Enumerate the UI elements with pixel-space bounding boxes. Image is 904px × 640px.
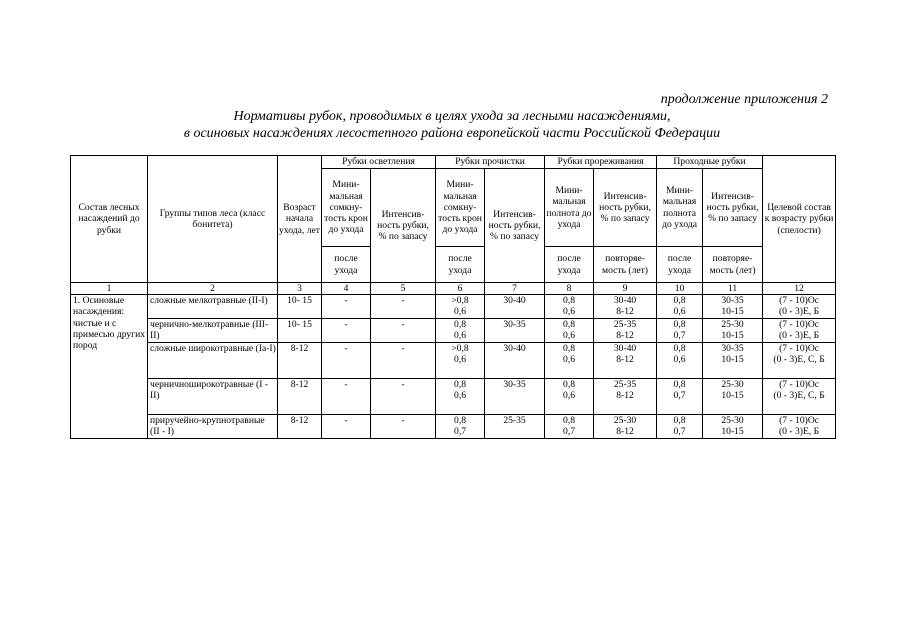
- cell: -: [371, 343, 436, 379]
- value-before: 0,8: [673, 319, 686, 331]
- cell: [436, 415, 485, 439]
- col-num: 6: [436, 283, 485, 295]
- value-intensity: 25-30: [721, 319, 744, 331]
- value-repeat: 10-15: [721, 390, 744, 402]
- value-intensity: 30-40: [613, 295, 637, 307]
- value-after: 0,6: [454, 330, 467, 342]
- value-after: 0,7: [673, 390, 686, 402]
- target-admix: (0 - 3)Е, С, Б: [773, 354, 825, 366]
- cell: [763, 319, 836, 343]
- table-row: [71, 319, 836, 343]
- col-num: 3: [278, 283, 322, 295]
- cell: -: [371, 319, 436, 343]
- cell: [703, 379, 763, 415]
- value-before: >0,8: [451, 343, 469, 355]
- value-repeat: 8-12: [616, 390, 634, 402]
- value-intensity: 25-35: [613, 319, 637, 331]
- col-num: 1: [71, 283, 148, 295]
- value-before: >0,8: [451, 295, 469, 307]
- value-before: 0,8: [454, 379, 467, 391]
- header-intensity-5: Интенсив-ность рубки, % по запасу: [371, 169, 436, 283]
- target-main: (7 - 10)Ос: [779, 319, 820, 331]
- header-after-6: после ухода: [436, 247, 485, 283]
- cell: -: [371, 295, 436, 319]
- cell: [436, 343, 485, 379]
- header-repeat-9: повторяе-мость (лет): [594, 247, 657, 283]
- col-num: 11: [703, 283, 763, 295]
- value-before: 0,8: [563, 319, 576, 331]
- cell: [545, 379, 594, 415]
- cell: [657, 415, 703, 439]
- value-before: 0,8: [673, 379, 686, 391]
- value-repeat: 10-15: [721, 306, 744, 318]
- value-repeat: 8-12: [616, 330, 634, 342]
- value-repeat: 10-15: [721, 330, 744, 342]
- value-after: 0,6: [673, 354, 686, 366]
- cell: 25-35: [485, 415, 545, 439]
- target-main: (7 - 10)Ос: [779, 379, 820, 391]
- cell: [594, 379, 657, 415]
- cell: [703, 415, 763, 439]
- header-row-groups: [71, 156, 836, 169]
- col-num: 9: [594, 283, 657, 295]
- value-after: 0,6: [454, 306, 467, 318]
- value-intensity: 30-35: [721, 343, 744, 355]
- norms-table: [70, 155, 836, 439]
- value-repeat: 8-12: [616, 426, 634, 438]
- cell: [594, 415, 657, 439]
- cell: [594, 295, 657, 319]
- cell: [657, 295, 703, 319]
- col-num: 7: [485, 283, 545, 295]
- col-num: 10: [657, 283, 703, 295]
- value-after: 0,6: [673, 306, 686, 318]
- cell: -: [322, 319, 371, 343]
- forest-group-cell: сложные широкотравные (Ia-I): [148, 343, 278, 379]
- cell: -: [322, 295, 371, 319]
- value-after: 0,7: [454, 426, 467, 438]
- cell: [763, 415, 836, 439]
- continuation-label: продолжение приложения 2: [660, 92, 828, 107]
- header-composition: Состав лесных насаждений до рубки: [71, 156, 148, 283]
- target-admix: (0 - 3)Е, Б: [778, 426, 820, 438]
- value-intensity: 25-30: [721, 415, 744, 427]
- header-age: Возраст начала ухода, лет: [278, 156, 322, 283]
- value-after: 0,6: [563, 354, 576, 366]
- cell: -: [371, 379, 436, 415]
- value-intensity: 25-35: [613, 379, 637, 391]
- value-repeat: 10-15: [721, 354, 744, 366]
- age-cell: 10- 15: [278, 319, 322, 343]
- composition-cell: 1. Осиновые насаждения: чистые и с примесью других пород: [71, 295, 148, 439]
- value-after: 0,6: [563, 306, 576, 318]
- cell: -: [322, 343, 371, 379]
- value-after: 0,6: [563, 330, 576, 342]
- target-main: (7 - 10)Ос: [779, 295, 820, 307]
- cell: -: [371, 415, 436, 439]
- age-cell: 8-12: [278, 343, 322, 379]
- table-row: [71, 415, 836, 439]
- value-repeat: 8-12: [616, 306, 634, 318]
- cell: [545, 295, 594, 319]
- value-before: 0,8: [563, 415, 576, 427]
- cell: 30-40: [485, 295, 545, 319]
- value-repeat: 8-12: [616, 354, 634, 366]
- header-forest-groups: Группы типов леса (класс бонитета): [148, 156, 278, 283]
- cell: [436, 319, 485, 343]
- age-cell: 8-12: [278, 415, 322, 439]
- target-admix: (0 - 3)Е, С, Б: [773, 390, 825, 402]
- header-repeat-11: повторяе-мость (лет): [703, 247, 763, 283]
- value-intensity: 25-30: [613, 415, 637, 427]
- col-num: 4: [322, 283, 371, 295]
- target-admix: (0 - 3)Е, Б: [778, 330, 820, 342]
- age-cell: 8-12: [278, 379, 322, 415]
- cell: [657, 343, 703, 379]
- cell: [594, 343, 657, 379]
- col-num: 8: [545, 283, 594, 295]
- age-cell: 10- 15: [278, 295, 322, 319]
- cell: [436, 379, 485, 415]
- value-after: 0,6: [563, 390, 576, 402]
- cell: [703, 319, 763, 343]
- forest-group-cell: приручейно-крупнотравные (II - I): [148, 415, 278, 439]
- value-before: 0,8: [563, 343, 576, 355]
- header-intensity-7: Интенсив-ность рубки, % по запасу: [485, 169, 545, 283]
- value-intensity: 30-35: [721, 295, 744, 307]
- col-num: 12: [763, 283, 836, 295]
- col-num: 2: [148, 283, 278, 295]
- cell: [594, 319, 657, 343]
- value-repeat: 10-15: [721, 426, 744, 438]
- cell: [763, 295, 836, 319]
- forest-group-cell: сложные мелкотравные (II-I): [148, 295, 278, 319]
- header-after-10: после ухода: [657, 247, 703, 283]
- value-after: 0,6: [454, 354, 467, 366]
- title-line-1: Нормативы рубок, проводимых в целях ухода за лесными насаждениями,: [233, 109, 671, 124]
- value-before: 0,8: [563, 379, 576, 391]
- table-row: [71, 343, 836, 379]
- value-after: 0,7: [673, 330, 686, 342]
- cell: [657, 379, 703, 415]
- header-group-prohodnye: Проходные рубки: [657, 156, 763, 169]
- header-after-4: после ухода: [322, 247, 371, 283]
- table-row: [71, 379, 836, 415]
- header-min-crown-4: Мини-мальная сомкну-тость крон до ухода: [322, 169, 371, 247]
- value-after: 0,7: [563, 426, 576, 438]
- value-intensity: 30-40: [613, 343, 637, 355]
- value-before: 0,8: [454, 319, 467, 331]
- header-target: Целевой состав к возрасту рубки (спелости): [763, 156, 836, 283]
- forest-group-cell: чернично-мелкотравные (III-II): [148, 319, 278, 343]
- target-admix: (0 - 3)Е, Б: [778, 306, 820, 318]
- cell: [763, 343, 836, 379]
- cell: [703, 295, 763, 319]
- header-intensity-9: Интенсив-ность рубки, % по запасу: [594, 169, 657, 247]
- title-line-2: в осиновых насаждениях лесостепного района европейской части Российской Федерации: [183, 126, 721, 141]
- header-group-prorezhivanie: Рубки прореживания: [545, 156, 657, 169]
- cell: [657, 319, 703, 343]
- cell: [763, 379, 836, 415]
- header-group-osvetlenie: Рубки осветления: [322, 156, 436, 169]
- value-before: 0,8: [454, 415, 467, 427]
- cell: -: [322, 379, 371, 415]
- header-min-density-10: Мини-мальная полнота до ухода: [657, 169, 703, 247]
- value-before: 0,8: [563, 295, 576, 307]
- table-row: [71, 295, 836, 319]
- cell: [436, 295, 485, 319]
- header-min-crown-6: Мини-мальная сомкну-тость крон до ухода: [436, 169, 485, 247]
- value-intensity: 25-30: [721, 379, 744, 391]
- header-group-prochistka: Рубки прочистки: [436, 156, 545, 169]
- header-after-8: после ухода: [545, 247, 594, 283]
- value-after: 0,6: [454, 390, 467, 402]
- value-before: 0,8: [673, 343, 686, 355]
- forest-group-cell: черничноширокотравные (I - II): [148, 379, 278, 415]
- cell: [545, 343, 594, 379]
- cell: [545, 415, 594, 439]
- cell: -: [322, 415, 371, 439]
- cell: [545, 319, 594, 343]
- cell: 30-40: [485, 343, 545, 379]
- cell: 30-35: [485, 379, 545, 415]
- value-before: 0,8: [673, 415, 686, 427]
- header-intensity-11: Интенсив-ность рубки, % по запасу: [703, 169, 763, 247]
- target-main: (7 - 10)Ос: [779, 415, 820, 427]
- column-number-row: [71, 283, 836, 295]
- cell: [703, 343, 763, 379]
- target-main: (7 - 10)Ос: [779, 343, 820, 355]
- cell: 30-35: [485, 319, 545, 343]
- header-min-density-8: Мини-мальная полнота до ухода: [545, 169, 594, 247]
- col-num: 5: [371, 283, 436, 295]
- value-before: 0,8: [673, 295, 686, 307]
- value-after: 0,7: [673, 426, 686, 438]
